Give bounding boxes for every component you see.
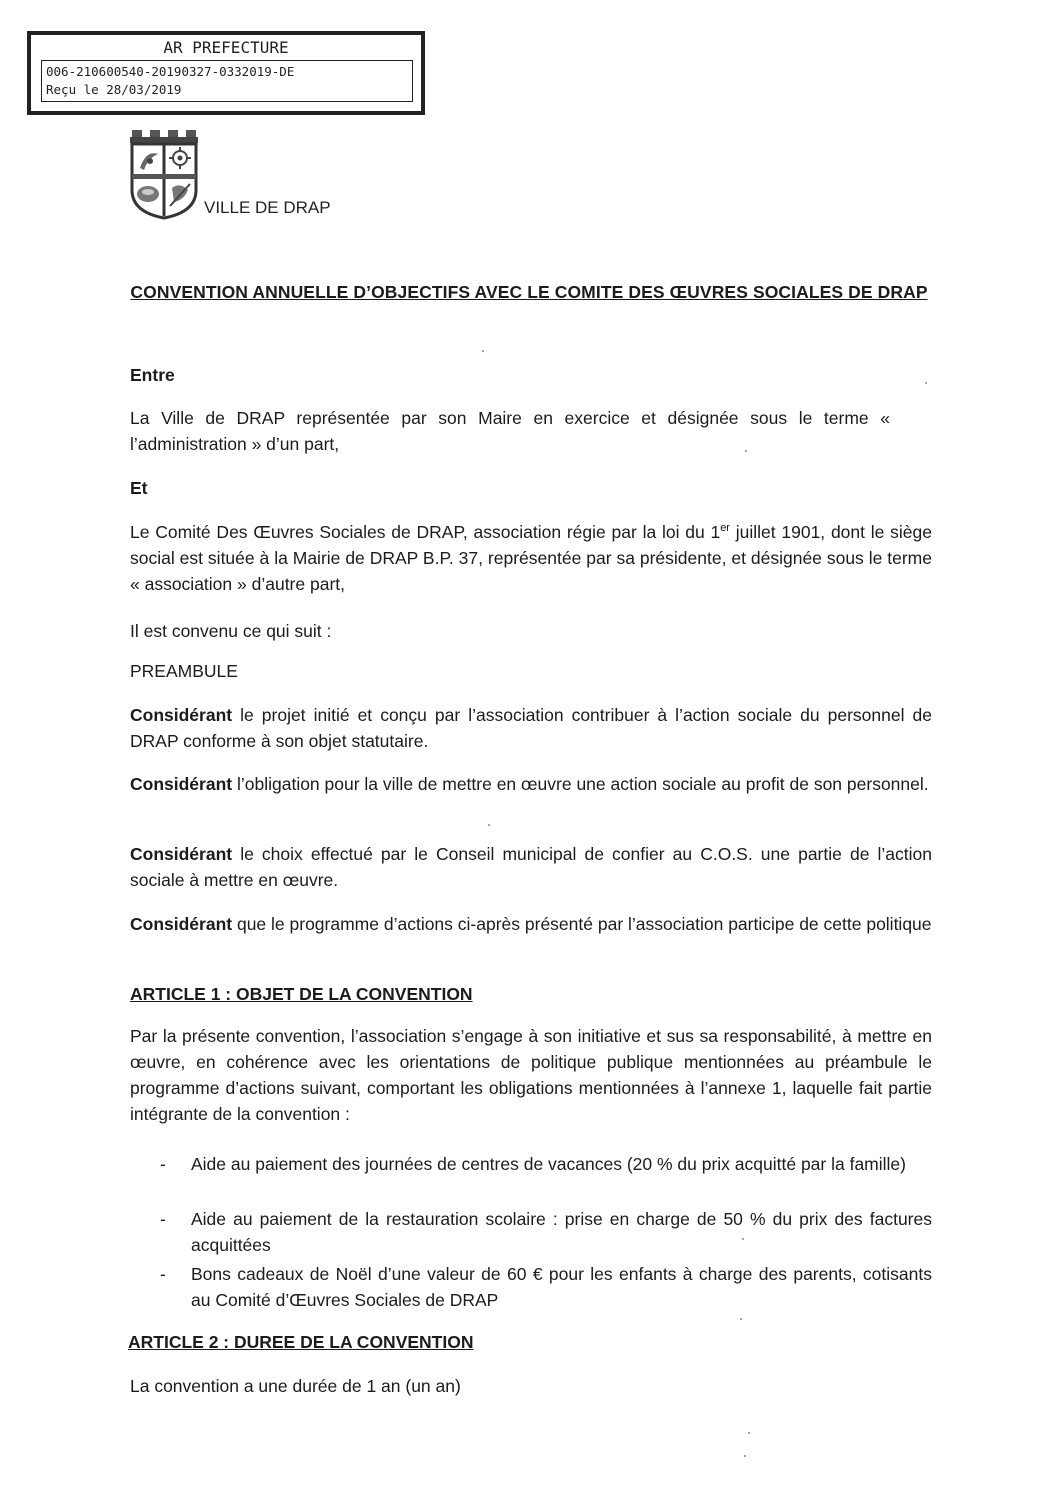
considerant-keyword: Considérant xyxy=(130,774,233,794)
entre-label: Entre xyxy=(130,365,175,385)
scan-speck xyxy=(744,1455,746,1457)
article-2-body: La convention a une durée de 1 an (un an) xyxy=(130,1376,461,1396)
considerant-keyword: Considérant xyxy=(130,914,233,934)
stamp-reference-id: 006-210600540-20190327-0332019-DE xyxy=(46,64,295,79)
article-1-heading: ARTICLE 1 : OBJET DE LA CONVENTION xyxy=(130,984,473,1004)
considerant-4 xyxy=(130,911,932,937)
stamp-received-date: Reçu le 28/03/2019 xyxy=(46,82,182,97)
ordinal-sup: er xyxy=(720,522,730,535)
considerant-2 xyxy=(130,771,932,797)
scan-speck xyxy=(740,1318,742,1320)
party-ville: La Ville de DRAP représentée par son Maire en exercice et désignée sous le terme « l’administration » d’un part, xyxy=(130,408,890,454)
preambule-heading: PREAMBULE xyxy=(130,661,238,681)
party-association-text-b: juillet 1901, dont le siège social est située à la Mairie de DRAP B.P. 37, représentée par sa présidente, et désignée sous le terme « association » d’autre part, xyxy=(130,522,932,594)
list-dash: - xyxy=(160,1154,166,1174)
list-item-text: Aide au paiement des journées de centres de vacances (20 % du prix acquitté par la famille) xyxy=(191,1154,906,1174)
list-item-text: Aide au paiement de la restauration scolaire : prise en charge de 50 % du prix des factures acquittées xyxy=(191,1209,932,1255)
considerant-text: que le programme d’actions ci-après présenté par l’association participe de cette politique xyxy=(232,914,932,934)
considerant-3 xyxy=(130,841,932,893)
article-1-body: Par la présente convention, l’association s’engage à son initiative et sus sa responsabilité, à mettre en œuvre, en cohérence avec les orientations de politique publique mentionnées au préambule le programme d’actions suivant, comportant les obligations mentionnées à l’annexe 1, laquelle fait partie intégrante de la convention : xyxy=(130,1026,932,1124)
scan-speck xyxy=(745,450,747,452)
town-name: VILLE DE DRAP xyxy=(204,198,331,217)
coat-of-arms-icon xyxy=(128,128,200,220)
list-item-text: Bons cadeaux de Noël d’une valeur de 60 € pour les enfants à charge des parents, cotisants au Comité d’Œuvres Sociales de DRAP xyxy=(191,1264,932,1310)
agreement-intro: Il est convenu ce qui suit : xyxy=(130,621,332,641)
considerant-text: le choix effectué par le Conseil municipal de confier au C.O.S. une partie de l’action sociale à mettre en œuvre. xyxy=(130,844,932,890)
scan-speck xyxy=(488,824,490,826)
et-label: Et xyxy=(130,478,148,498)
scan-speck xyxy=(925,382,927,384)
scan-speck xyxy=(742,1238,744,1240)
considerant-1 xyxy=(130,702,932,754)
party-association xyxy=(130,519,932,597)
considerant-text: l’obligation pour la ville de mettre en œuvre une action sociale au profit de son personnel. xyxy=(232,774,929,794)
stamp-title: AR PREFECTURE xyxy=(163,38,289,57)
list-dash: - xyxy=(160,1209,166,1229)
document-title: CONVENTION ANNUELLE D’OBJECTIFS AVEC LE COMITE DES ŒUVRES SOCIALES DE DRAP xyxy=(130,282,928,302)
scan-speck xyxy=(482,350,484,352)
considerant-keyword: Considérant xyxy=(130,844,233,864)
prefecture-stamp xyxy=(27,31,425,115)
considerant-keyword: Considérant xyxy=(130,705,233,725)
list-dash: - xyxy=(160,1264,166,1284)
scan-speck xyxy=(748,1432,750,1434)
stamp-reference-box xyxy=(41,60,413,102)
considerant-text: le projet initié et conçu par l’association contribuer à l’action sociale du personnel de DRAP conforme à son objet statutaire. xyxy=(130,705,932,751)
article-2-heading: ARTICLE 2 : DUREE DE LA CONVENTION xyxy=(128,1332,474,1352)
party-association-text-a: Le Comité Des Œuvres Sociales de DRAP, association régie par la loi du 1 xyxy=(130,522,721,542)
